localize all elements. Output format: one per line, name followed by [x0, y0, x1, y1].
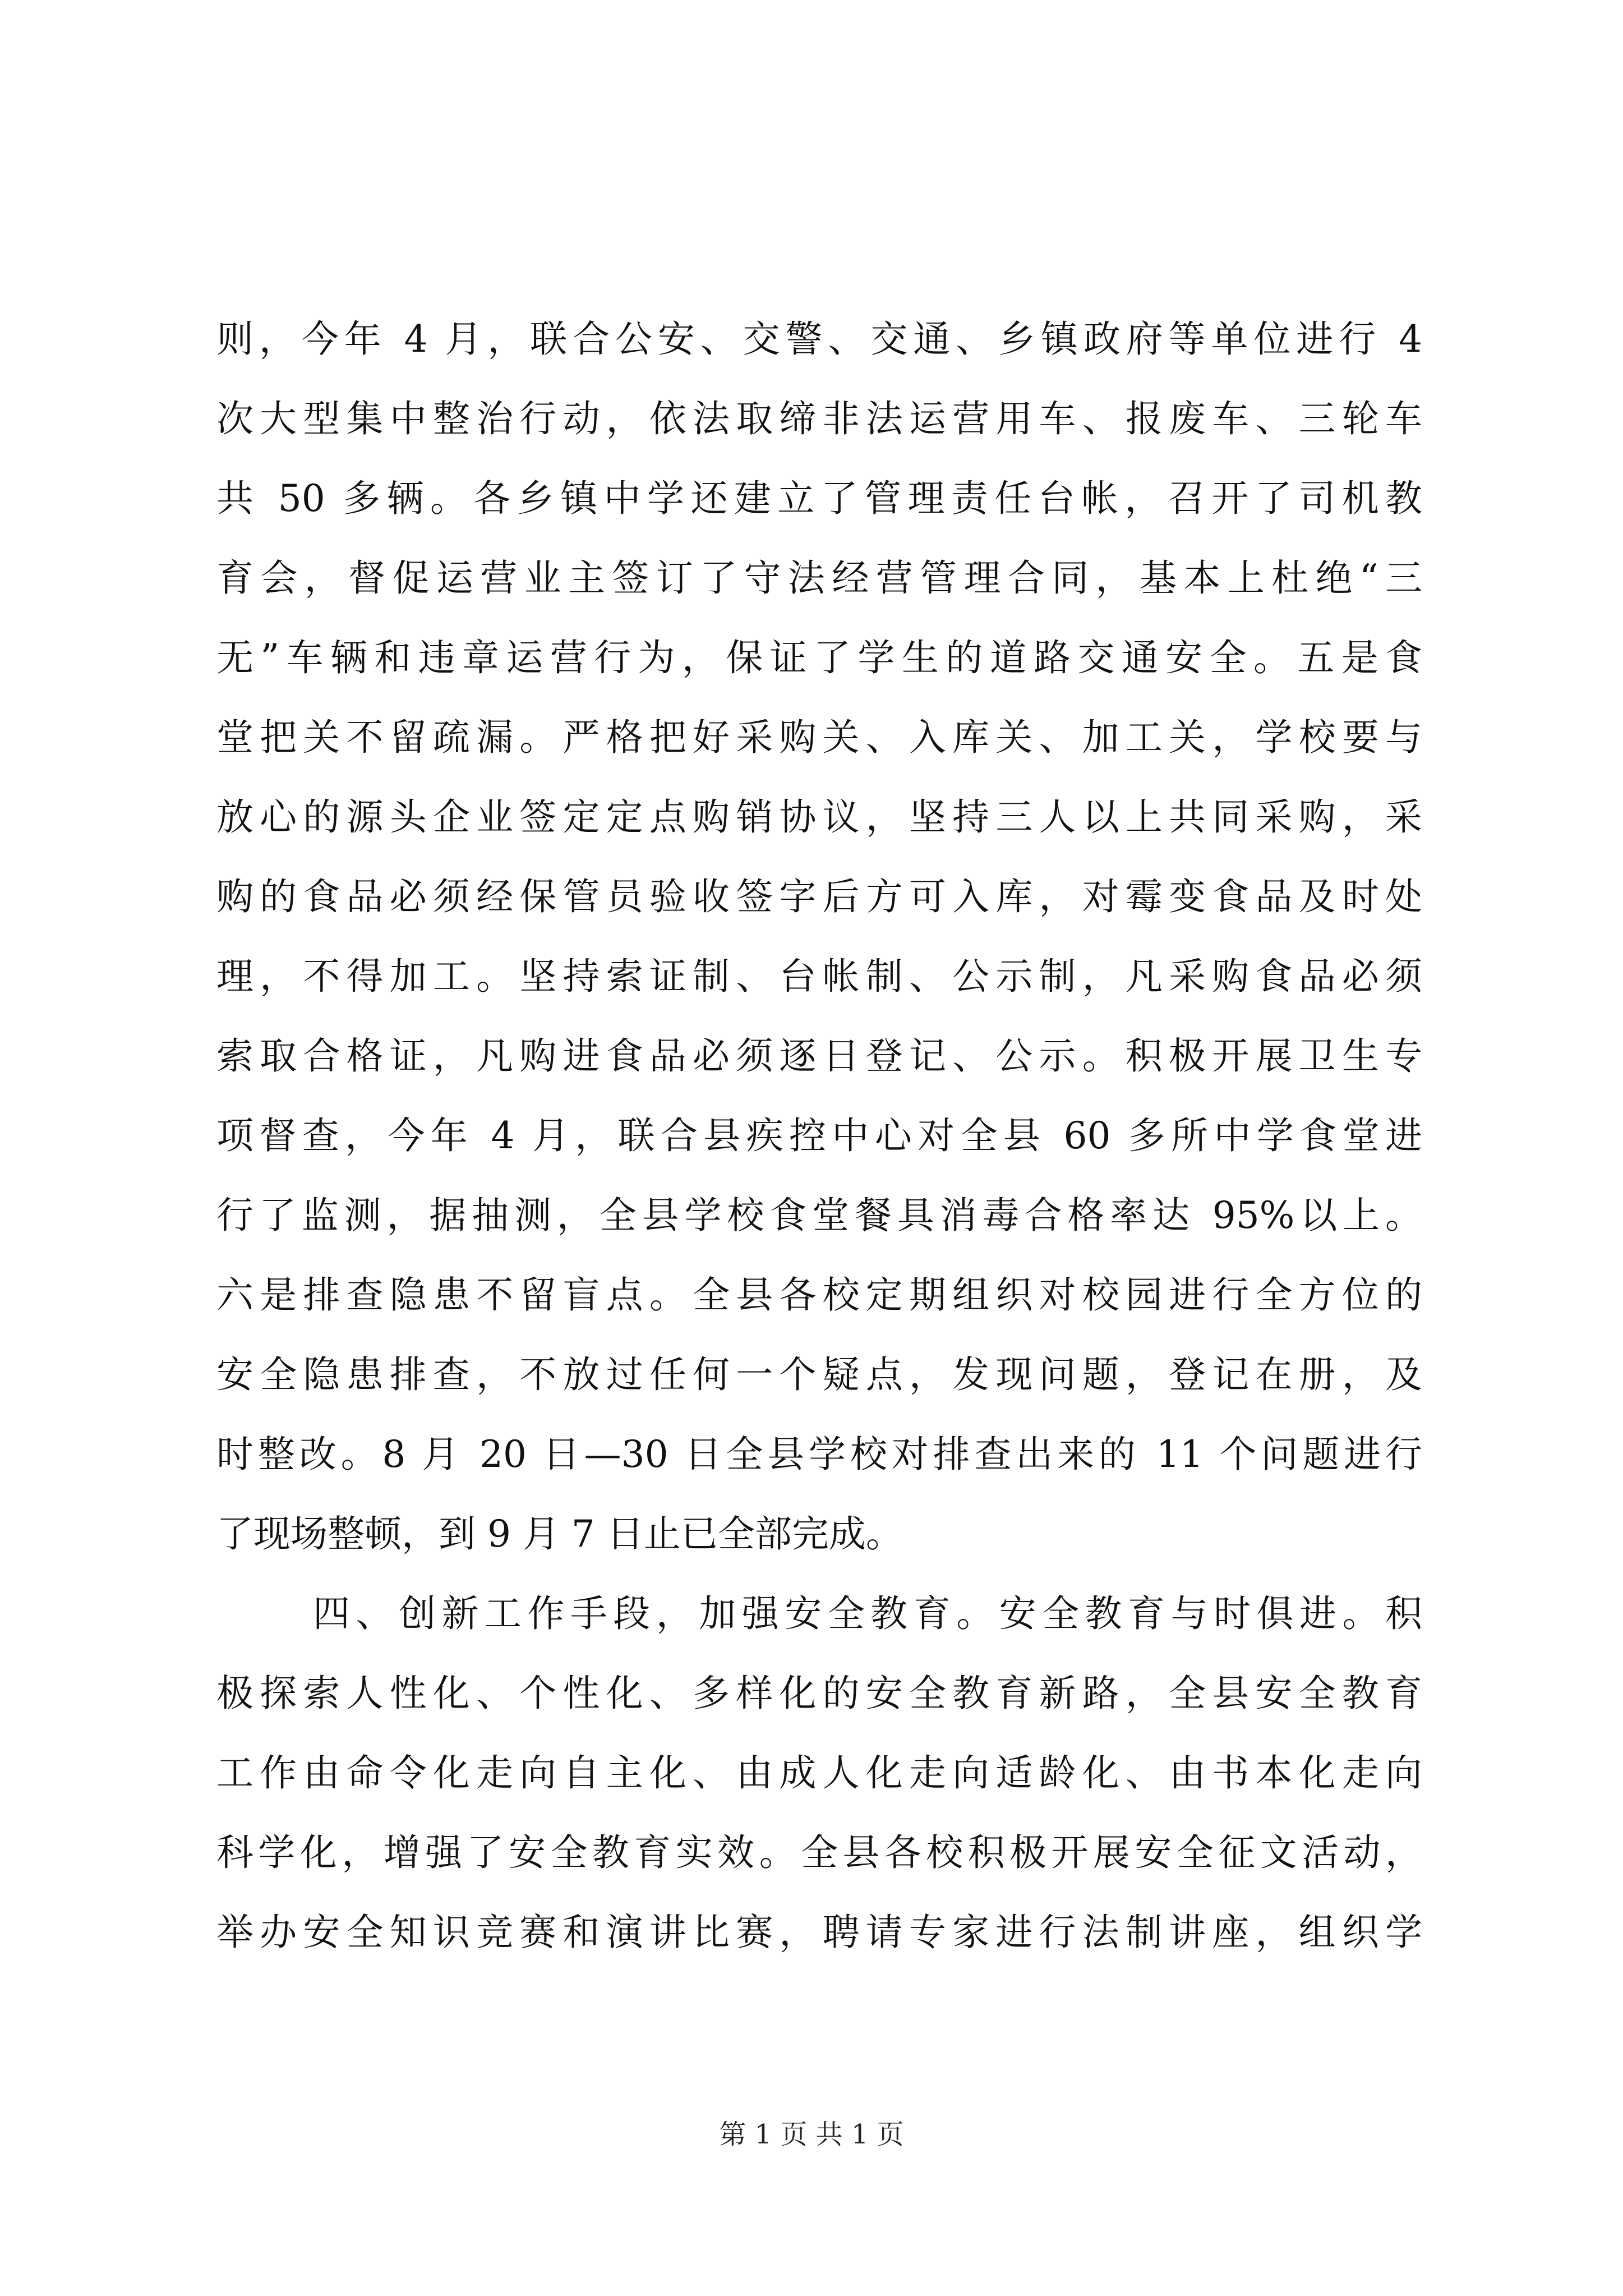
- text-line: 极探索人性化、个性化、多样化的安全教育新路，全县安全教育: [216, 1672, 1422, 1715]
- text-line: 项督查，今年 4 月，联合县疾控中心对全县 60 多所中学食堂进: [216, 1114, 1422, 1157]
- text-line: 科学化，增强了安全教育实效。全县各校积极开展安全征文活动，: [216, 1831, 1422, 1874]
- text-line: 次大型集中整治行动，依法取缔非法运营用车、报废车、三轮车: [216, 397, 1422, 440]
- text-line: 购的食品必须经保管员验收签字后方可入库，对霉变食品及时处: [216, 875, 1422, 918]
- text-line: 放心的源头企业签定定点购销协议，坚持三人以上共同采购，采: [216, 795, 1422, 839]
- text-line: 无”车辆和违章运营行为，保证了学生的道路交通安全。五是食: [216, 636, 1422, 679]
- text-line: 则，今年 4 月，联合公安、交警、交通、乡镇政府等单位进行 4: [216, 318, 1422, 361]
- paragraph-first-line: 四、创新工作手段，加强安全教育。安全教育与时俱进。积: [313, 1592, 1422, 1635]
- text-line: 索取合格证，凡购进食品必须逐日登记、公示。积极开展卫生专: [216, 1034, 1422, 1078]
- text-line: 堂把关不留疏漏。严格把好采购关、入库关、加工关，学校要与: [216, 716, 1422, 759]
- text-line: 共 50 多辆。各乡镇中学还建立了管理责任台帐，召开了司机教: [216, 477, 1422, 520]
- text-line: 工作由命令化走向自主化、由成人化走向适龄化、由书本化走向: [216, 1751, 1422, 1795]
- text-line: 育会，督促运营业主签订了守法经营管理合同，基本上杜绝“三: [216, 556, 1422, 600]
- text-line: 举办安全知识竞赛和演讲比赛，聘请专家进行法制讲座，组织学: [216, 1911, 1422, 1954]
- text-line: 安全隐患排查，不放过任何一个疑点，发现问题，登记在册，及: [216, 1353, 1422, 1396]
- text-line: 时整改。8 月 20 日—30 日全县学校对排查出来的 11 个问题进行: [216, 1433, 1422, 1476]
- page-footer: 第 1 页 共 1 页: [719, 2119, 904, 2150]
- text-line: 行了监测，据抽测，全县学校食堂餐具消毒合格率达 95%以上。: [216, 1194, 1422, 1237]
- text-line: 理，不得加工。坚持索证制、台帐制、公示制，凡采购食品必须: [216, 955, 1422, 998]
- text-line: 六是排查隐患不留盲点。全县各校定期组织对校园进行全方位的: [216, 1273, 1422, 1317]
- text-line: 了现场整顿，到 9 月 7 日止已全部完成。: [216, 1512, 903, 1556]
